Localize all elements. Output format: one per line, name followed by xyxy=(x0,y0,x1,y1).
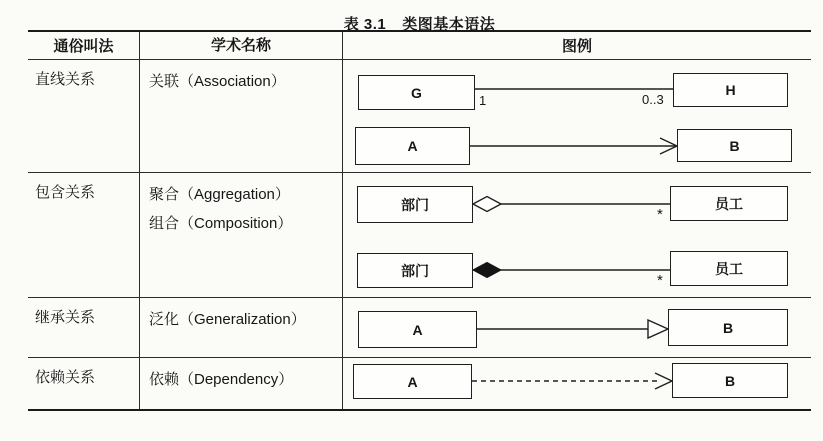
class-box xyxy=(670,251,788,286)
table-title xyxy=(28,0,811,33)
table-title-text: 类图基本语法 xyxy=(402,16,496,33)
academic-name-line: 泛化（Generalization） xyxy=(149,311,306,328)
class-box xyxy=(668,309,788,346)
class-box xyxy=(357,253,473,288)
multiplicity-label: 0..3 xyxy=(642,92,664,107)
table-row-association xyxy=(28,60,811,173)
legend-cell-association xyxy=(343,60,811,172)
class-box-label: G xyxy=(411,84,422,101)
aggregation-diamond-icon xyxy=(473,197,501,212)
academic-name-cell xyxy=(140,60,343,172)
class-box-label: A xyxy=(412,321,423,338)
class-box xyxy=(673,73,788,107)
header-common-name: 通俗叫法 xyxy=(28,32,140,59)
header-legend: 图例 xyxy=(561,38,592,55)
academic-name-line: 关联（Association） xyxy=(149,73,286,90)
class-box xyxy=(358,311,477,348)
class-box xyxy=(677,129,792,162)
academic-name-line: 依赖（Dependency） xyxy=(149,371,294,388)
class-box-label: 部门 xyxy=(401,262,429,279)
common-name-cell: 直线关系 xyxy=(28,60,140,172)
class-box-label: B xyxy=(722,319,734,336)
multiplicity-label: 1 xyxy=(479,93,487,108)
table-row-dependency xyxy=(28,358,811,409)
uml-syntax-table xyxy=(28,30,811,411)
class-box xyxy=(353,364,472,399)
class-box-label: B xyxy=(729,137,740,154)
open-arrowhead-icon xyxy=(655,373,672,389)
header-row xyxy=(28,32,811,60)
academic-name-cell xyxy=(140,298,343,357)
class-box-label: A xyxy=(407,373,418,390)
generalization-triangle-icon xyxy=(648,320,668,338)
class-box-label: 员工 xyxy=(715,195,743,212)
legend-cell-containment xyxy=(343,173,811,297)
class-box xyxy=(357,186,473,223)
legend-cell-dependency xyxy=(343,358,811,409)
class-box xyxy=(358,75,475,110)
multiplicity-label: * xyxy=(657,206,663,223)
table-number: 表 3.1 xyxy=(343,16,387,33)
table-row-containment xyxy=(28,173,811,298)
academic-name-cell xyxy=(140,358,343,409)
class-box-label: B xyxy=(724,372,736,389)
academic-name-line: 组合（Composition） xyxy=(149,215,293,232)
academic-name-line: 聚合（Aggregation） xyxy=(149,186,290,203)
common-name-cell: 继承关系 xyxy=(28,298,140,357)
class-box-label: H xyxy=(725,82,736,98)
class-box xyxy=(672,363,788,398)
class-box xyxy=(355,127,470,165)
common-name-cell: 依赖关系 xyxy=(28,358,140,409)
header-academic-name: 学术名称 xyxy=(140,32,343,59)
common-name-cell: 包含关系 xyxy=(28,173,140,297)
class-box-label: 员工 xyxy=(715,260,743,277)
class-box xyxy=(670,186,788,221)
academic-name-cell xyxy=(140,173,343,297)
composition-diamond-icon xyxy=(473,263,501,278)
class-box-label: A xyxy=(407,138,418,154)
table-row-inheritance xyxy=(28,298,811,358)
class-box-label: 部门 xyxy=(401,196,429,213)
multiplicity-label: * xyxy=(657,272,663,289)
legend-cell-generalization xyxy=(343,298,811,357)
